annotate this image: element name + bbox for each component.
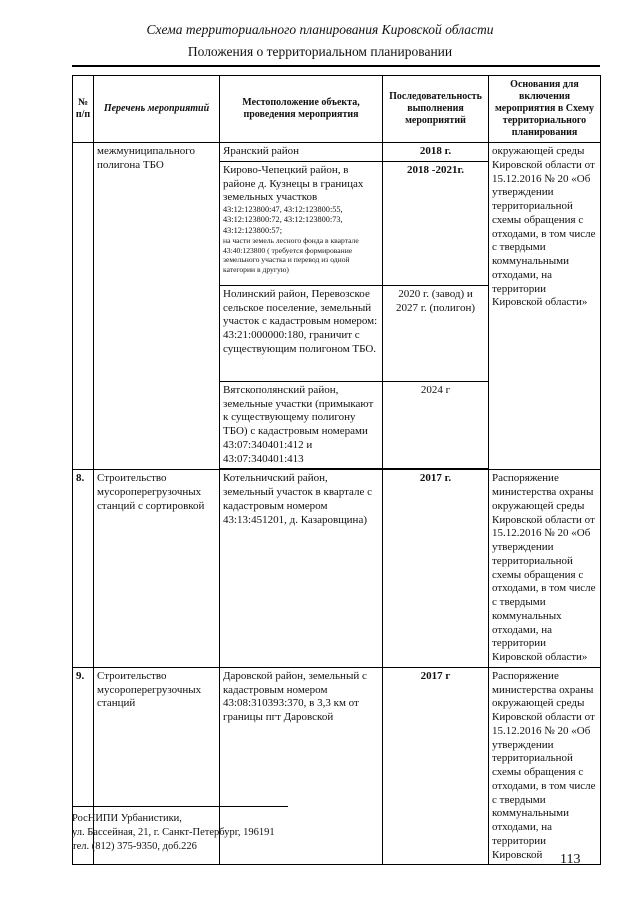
sequence-cell: 2018 г.	[383, 143, 489, 162]
location-text: Кирово-Чепецкий район, в районе д. Кузнецы в границах земельных участков	[223, 163, 364, 204]
location-note: на части земель лесного фонда в квартале 43:40:123800 ( требуется формирование земельного участка и перевод из одной категории в другую)	[223, 236, 359, 274]
footer-divider	[72, 806, 288, 807]
basis-cell: Распоряжение министерства охраны окружающей среды Кировской области от 15.12.2016 № 20 «Об утверждении территориальной схемы обращения с отходами, в том числе с твердыми коммунальных отходами, на территории Кировской области»	[489, 470, 601, 668]
page-number: 113	[560, 852, 581, 867]
footer-address: ул. Бассейная, 21, г. Санкт-Петербург, 196191	[72, 827, 275, 838]
footer-organization: РосНИПИ Урбанистики,	[72, 813, 182, 824]
column-header-basis: Основания для включения мероприятия в Схему территориального планирования	[489, 76, 601, 143]
measures-table	[72, 75, 601, 865]
activity-cell: Строительство мусороперегрузочных станций с сортировкой	[94, 470, 220, 668]
activity-cell: межмуниципального полигона ТБО	[94, 143, 220, 470]
sequence-cell: 2024 г	[383, 381, 489, 469]
cadastral-numbers: 43:12:123800:47, 43:12:123800:55, 43:12:123800:72, 43:12:123800:73, 43:12:123800:57;	[223, 205, 343, 235]
location-cell: Вятскополянский район, земельные участки (примыкают к существующему полигону ТБО) с кадастровым номерами 43:07:340401:412 и 43:07:340401:413	[220, 381, 383, 469]
table-row	[73, 470, 601, 668]
row-number-cell: 9.	[73, 667, 94, 865]
document-running-title: Схема территориального планирования Кировской области	[146, 22, 494, 37]
table-row	[73, 143, 601, 162]
column-header-sequence: Последовательность выполнения мероприятий	[383, 76, 489, 143]
location-cell: Даровской район, земельный с кадастровым номером 43:08:310393:370, в 3,3 км от границы пгт Даровской	[220, 667, 383, 865]
basis-cell: Распоряжение министерства охраны окружающей среды Кировской области от 15.12.2016 № 20 «Об утверждении территориальной схемы обращения с отходами, в том числе с твердыми коммунальными отходами, на территории Кировской	[489, 667, 601, 865]
row-number-cell: 8.	[73, 470, 94, 668]
sequence-cell: 2017 г	[383, 667, 489, 865]
column-header-location: Местоположение объекта, проведения мероприятия	[220, 76, 383, 143]
row-number-cell	[73, 143, 94, 470]
column-header-number: № п/п	[73, 76, 94, 143]
sequence-cell: 2020 г. (завод) и 2027 г. (полигон)	[383, 285, 489, 381]
header-divider	[72, 65, 600, 67]
column-header-activities: Перечень мероприятий	[94, 76, 220, 143]
activity-cell: Строительство мусороперегрузочных станций	[94, 667, 220, 865]
location-cell	[220, 161, 383, 285]
document-subtitle: Положения о территориальном планировании	[187, 44, 453, 59]
location-cell: Нолинский район, Перевозское сельское поселение, земельный участок с кадастровым номером: 43:21:000000:180, граничит с существующим полигоном ТБО.	[220, 285, 383, 381]
location-cell: Яранский район	[220, 143, 383, 162]
footer-phone: тел. (812) 375-9350, доб.226	[72, 841, 197, 852]
table-header-row	[73, 76, 601, 143]
location-cell: Котельничский район, земельный участок в квартале с кадастровым номером 43:13:451201, д. Казаровщина)	[220, 470, 383, 668]
basis-cell: окружающей среды Кировской области от 15.12.2016 № 20 «Об утверждении территориальной схемы обращения с отходами, в том числе с твердыми коммунальными отходами, на территории Кировской области»	[489, 143, 601, 470]
sequence-cell: 2018 -2021г.	[383, 161, 489, 285]
sequence-cell: 2017 г.	[383, 470, 489, 668]
